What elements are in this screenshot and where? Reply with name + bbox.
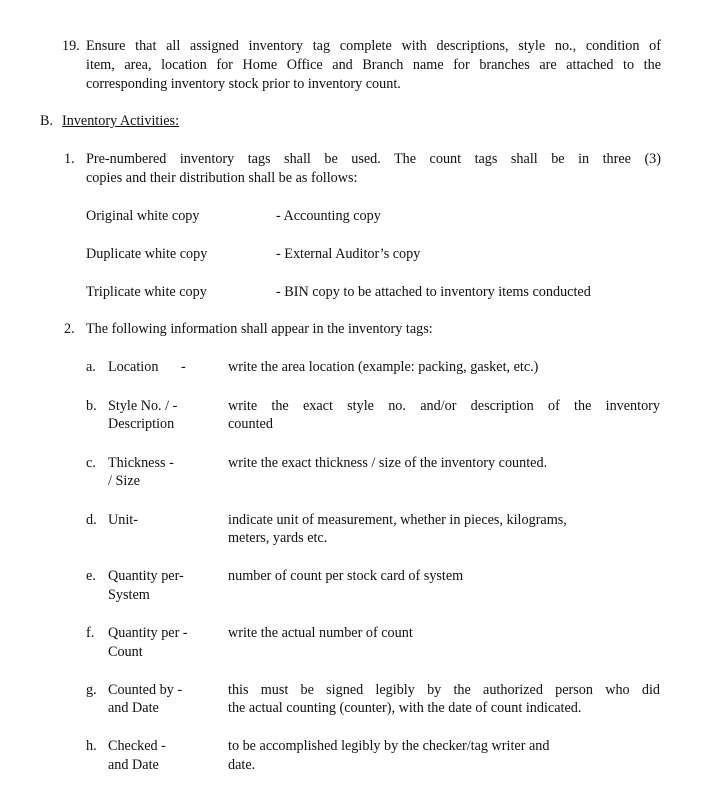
field-label: Counted by - xyxy=(108,682,183,698)
field-description: number of count per stock card of system xyxy=(228,568,464,584)
field-label: Location xyxy=(108,359,159,375)
field-label-line-2: and Date xyxy=(108,700,159,716)
field-letter: h. xyxy=(86,738,97,754)
field-label-line-2: Count xyxy=(108,644,143,660)
point-number: 2. xyxy=(64,321,75,337)
field-label: Thickness - xyxy=(108,455,174,471)
item-19-line-1: Ensure that all assigned inventory tag complete with descriptions, style no., condition of xyxy=(86,38,661,54)
field-label-line-2: Description xyxy=(108,416,175,432)
field-label: Quantity per- xyxy=(108,568,184,584)
field-letter: c. xyxy=(86,455,96,471)
point-1-line-1: Pre-numbered inventory tags shall be used. The count tags shall be in three (3) xyxy=(86,151,661,167)
field-description: to be accomplished legibly by the checker/tag writer and xyxy=(228,738,550,754)
field-description: this must be signed legibly by the authorized person who did xyxy=(228,682,660,698)
field-label-line-2: System xyxy=(108,587,150,603)
field-letter: a. xyxy=(86,359,96,375)
section-letter: B. xyxy=(40,113,54,129)
field-letter: d. xyxy=(86,512,97,528)
field-description: write the exact thickness / size of the inventory counted. xyxy=(228,455,548,471)
field-description-line-2: date. xyxy=(228,757,256,773)
field-label: Checked - xyxy=(108,738,166,754)
field-letter: g. xyxy=(86,682,97,698)
field-description: indicate unit of measurement, whether in pieces, kilograms, xyxy=(228,512,567,528)
field-label: Style No. / - xyxy=(108,398,178,414)
field-description-line-2: counted xyxy=(228,416,273,432)
point-number: 1. xyxy=(64,151,75,167)
field-letter: f. xyxy=(86,625,95,641)
copy-name: Duplicate white copy xyxy=(86,246,208,262)
field-letter: b. xyxy=(86,398,97,414)
point-2-text: The following information shall appear in the inventory tags: xyxy=(86,321,433,337)
field-label-dash: - xyxy=(181,359,186,375)
point-1-line-2: copies and their distribution shall be as follows: xyxy=(86,170,358,186)
copy-name: Triplicate white copy xyxy=(86,284,207,300)
field-description: write the area location (example: packing, gasket, etc.) xyxy=(228,359,539,375)
item-19-line-2: item, area, location for Home Office and Branch name for branches are attached to the xyxy=(86,57,661,73)
field-label-line-2: and Date xyxy=(108,757,159,773)
field-description: write the actual number of count xyxy=(228,625,413,641)
field-description-line-2: the actual counting (counter), with the date of count indicated. xyxy=(228,700,582,716)
copy-name: Original white copy xyxy=(86,208,200,224)
item-19-line-3: corresponding inventory stock prior to inventory count. xyxy=(86,76,401,92)
field-description: write the exact style no. and/or description of the inventory xyxy=(228,398,660,414)
field-letter: e. xyxy=(86,568,96,584)
field-label: Quantity per - xyxy=(108,625,188,641)
field-description-line-2: meters, yards etc. xyxy=(228,530,328,546)
copy-purpose: - BIN copy to be attached to inventory items conducted xyxy=(276,284,591,300)
field-label-line-2: / Size xyxy=(108,473,140,489)
copy-purpose: - Accounting copy xyxy=(276,208,381,224)
section-title: Inventory Activities: xyxy=(62,113,180,129)
item-number: 19. xyxy=(62,38,80,54)
copy-purpose: - External Auditor’s copy xyxy=(276,246,421,262)
field-label: Unit- xyxy=(108,512,138,528)
